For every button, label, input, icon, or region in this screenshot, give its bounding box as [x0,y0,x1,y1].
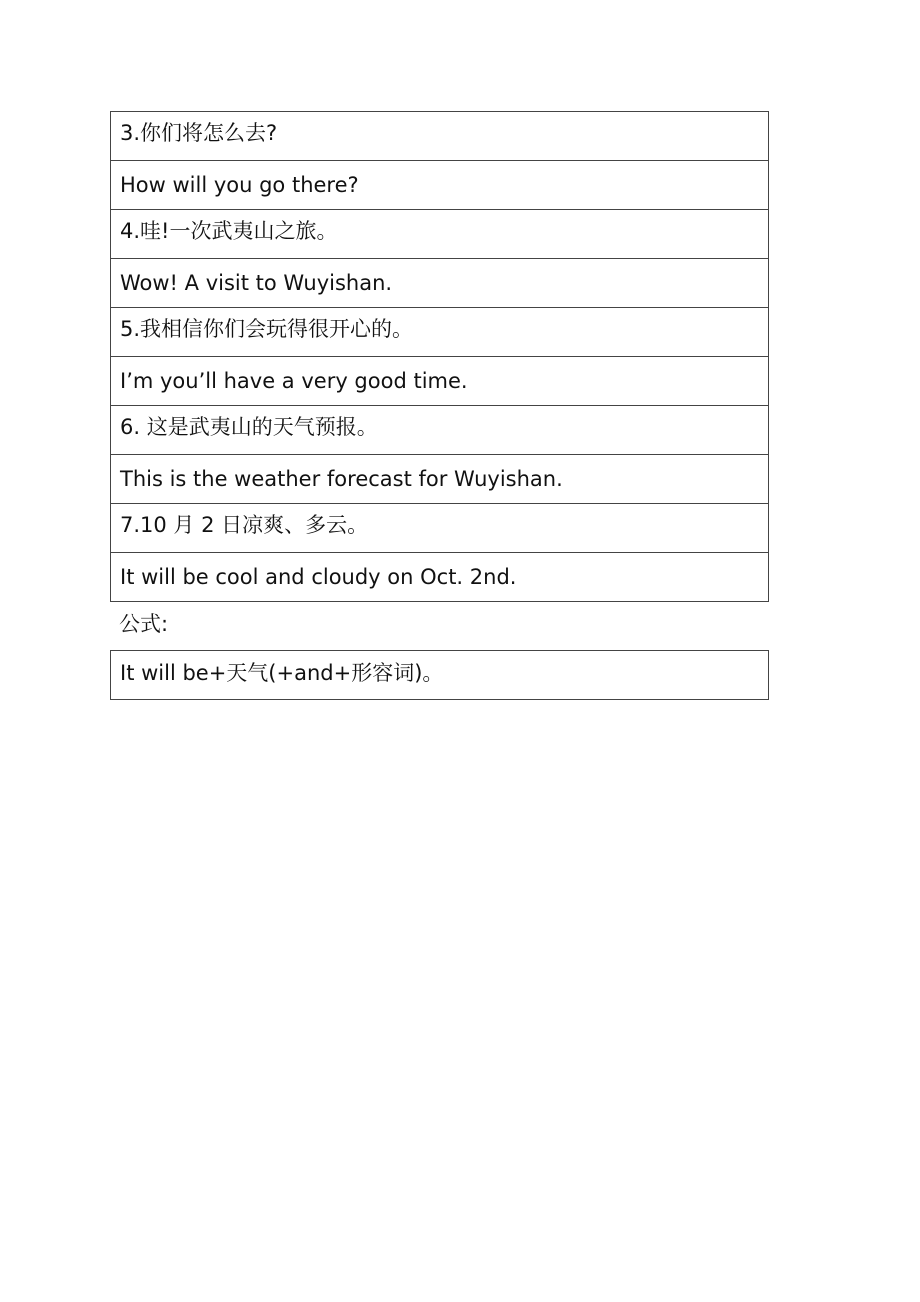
table-row [111,161,769,210]
table-row [111,112,769,161]
table-row [111,455,769,504]
table-row [111,357,769,406]
english-sentence-6: This is the weather forecast for Wuyishan. [111,455,769,504]
chinese-sentence-7: 7.10 月 2 日凉爽、多云。 [111,504,769,553]
sentence-table [110,111,769,602]
table-row [111,259,769,308]
chinese-sentence-5: 5.我相信你们会玩得很开心的。 [111,308,769,357]
table-row [111,210,769,259]
chinese-sentence-6: 6. 这是武夷山的天气预报。 [111,406,769,455]
english-sentence-7: It will be cool and cloudy on Oct. 2nd. [111,553,769,602]
english-sentence-3: How will you go there? [111,161,769,210]
table-row [111,553,769,602]
formula-text: It will be+天气(+and+形容词)。 [111,651,769,700]
english-sentence-4: Wow! A visit to Wuyishan. [111,259,769,308]
chinese-sentence-3: 3.你们将怎么去? [111,112,769,161]
table-row [111,406,769,455]
english-sentence-5: I’m you’ll have a very good time. [111,357,769,406]
table-row [111,504,769,553]
formula-label: 公式: [119,612,169,636]
table-row [111,308,769,357]
chinese-sentence-4: 4.哇!一次武夷山之旅。 [111,210,769,259]
formula-table [110,650,769,700]
table-row [111,651,769,700]
